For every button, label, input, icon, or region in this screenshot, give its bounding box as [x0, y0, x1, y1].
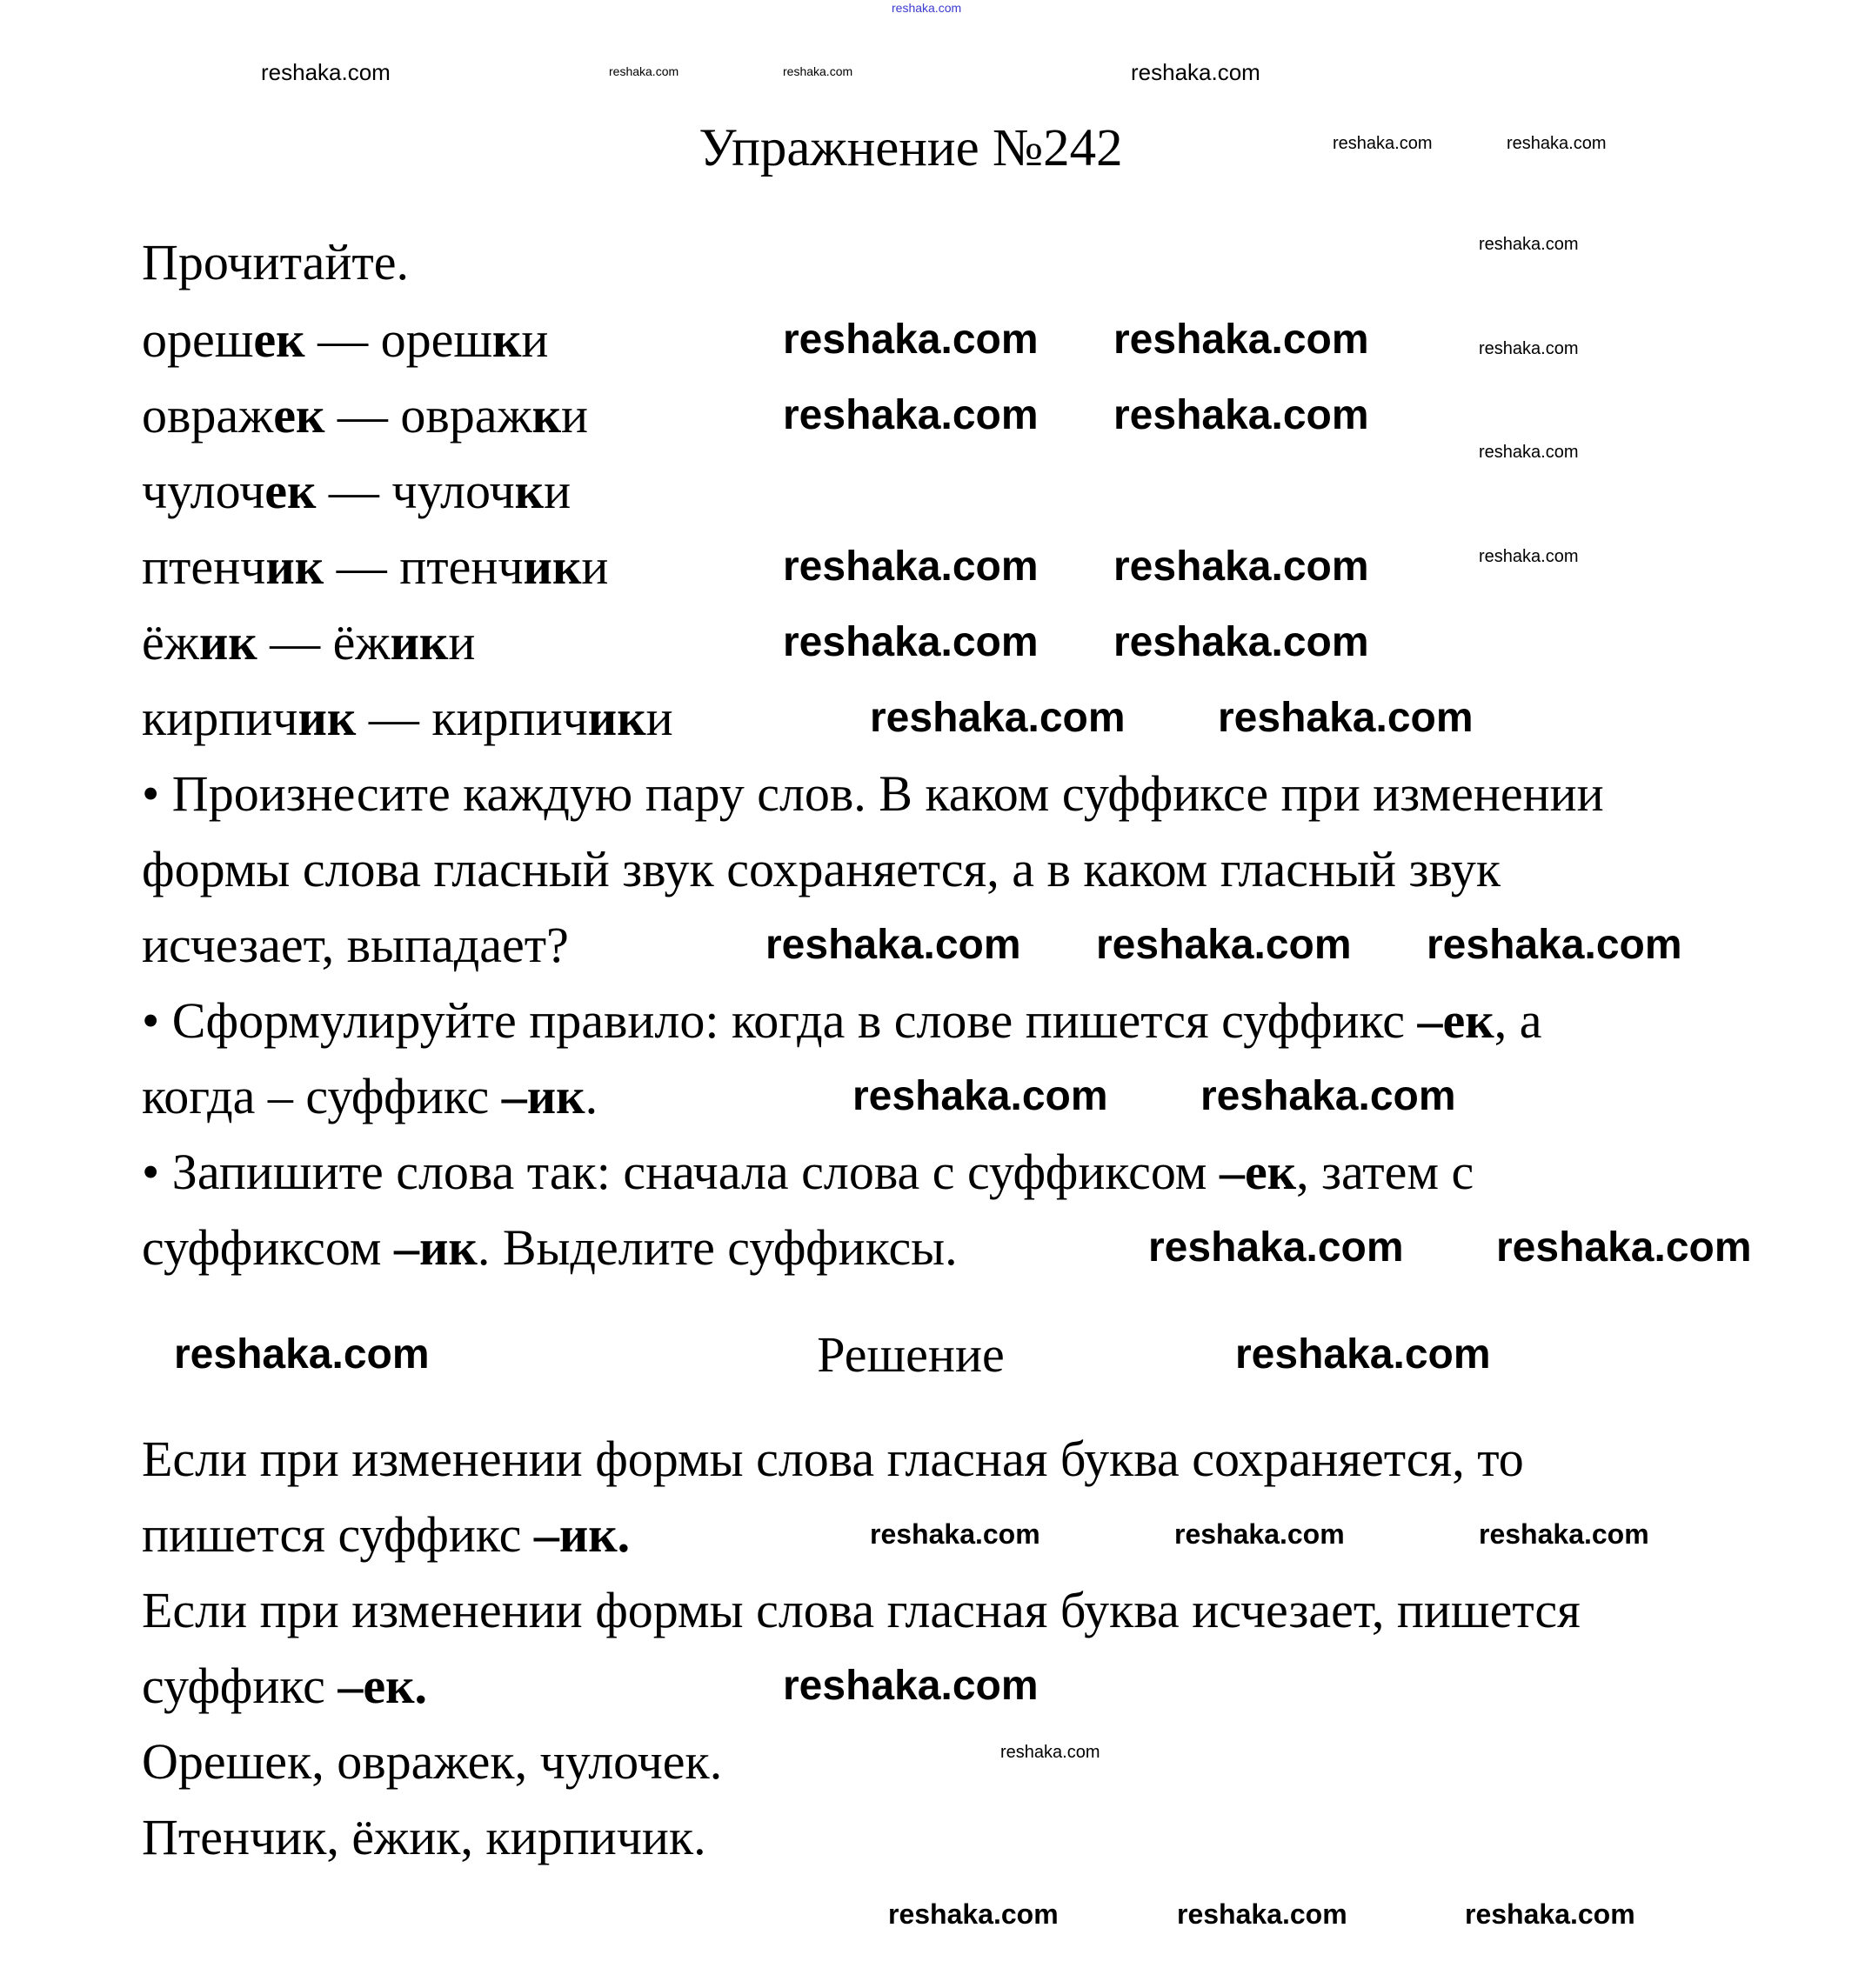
text-line: [142, 831, 1501, 907]
text-line: [142, 302, 548, 377]
text-line: [142, 1648, 427, 1724]
text-segment: — птенч: [324, 538, 524, 595]
text-segment: Прочитайте.: [142, 234, 410, 290]
watermark: reshaka.com: [1177, 1898, 1347, 1930]
text-segment: исчезает, выпадает?: [142, 917, 569, 973]
text-segment: формы слова гласный звук сохраняется, а в каком гласный звук: [142, 841, 1501, 897]
watermark: reshaka.com: [174, 1331, 430, 1378]
text-segment: и: [448, 614, 476, 670]
text-line: [142, 604, 475, 680]
suffix-highlight: к: [491, 311, 522, 368]
watermark: reshaka.com: [783, 392, 1039, 438]
text-segment: и: [561, 387, 589, 444]
text-segment: и: [645, 690, 673, 746]
text-line: [142, 224, 409, 300]
watermark: reshaka.com: [783, 544, 1039, 590]
text-segment: Если при изменении формы слова гласная буква сохраняется, то: [142, 1431, 1524, 1487]
watermark: reshaka.com: [783, 64, 853, 78]
text-line: [142, 1058, 598, 1134]
text-segment: пишется суффикс: [142, 1506, 534, 1563]
watermark: reshaka.com: [892, 1, 962, 15]
text-line: [142, 529, 608, 604]
text-segment: суффикс: [142, 1658, 338, 1714]
text-segment: ёж: [142, 614, 199, 670]
text-segment: и: [521, 311, 549, 368]
text-line: [142, 983, 1541, 1058]
watermark: reshaka.com: [1479, 1518, 1649, 1550]
suffix-highlight: ик: [297, 690, 357, 746]
text-segment: • Произнесите каждую пару слов. В каком суффиксе при изменении: [142, 765, 1604, 822]
suffix-highlight: –ек.: [338, 1658, 428, 1714]
watermark: reshaka.com: [1200, 1073, 1456, 1119]
text-line: [142, 907, 569, 983]
text-segment: — ореш: [304, 311, 492, 368]
text-line: [142, 1572, 1581, 1648]
text-line: [142, 1210, 958, 1285]
text-line: [142, 377, 588, 453]
text-line: [142, 453, 571, 529]
watermark: reshaka.com: [1479, 339, 1579, 358]
text-segment: и: [581, 538, 609, 595]
suffix-highlight: –ек: [1219, 1144, 1297, 1200]
text-segment: кирпич: [142, 690, 298, 746]
watermark: reshaka.com: [1000, 1743, 1100, 1762]
text-segment: — кирпич: [356, 690, 588, 746]
watermark: reshaka.com: [888, 1898, 1059, 1930]
suffix-highlight: ик: [198, 614, 257, 670]
watermark: reshaka.com: [870, 695, 1126, 741]
suffix-highlight: –ек: [1417, 992, 1494, 1049]
text-segment: — чулоч: [316, 463, 515, 519]
watermark: reshaka.com: [1465, 1898, 1635, 1930]
watermark: reshaka.com: [852, 1073, 1108, 1119]
suffix-highlight: к: [514, 463, 545, 519]
text-line: [142, 680, 673, 756]
text-segment: , затем с: [1296, 1144, 1474, 1200]
watermark: reshaka.com: [1235, 1331, 1491, 1378]
watermark: reshaka.com: [1113, 317, 1369, 363]
text-line: [142, 1799, 706, 1875]
text-line: [142, 1421, 1524, 1497]
suffix-highlight: –ик.: [533, 1506, 631, 1563]
suffix-highlight: ек: [253, 311, 305, 368]
watermark: reshaka.com: [261, 59, 391, 85]
text-segment: Орешек, овражек, чулочек.: [142, 1733, 723, 1790]
text-segment: • Сформулируйте правило: когда в слове пишется суффикс: [142, 992, 1418, 1049]
suffix-highlight: ик: [587, 690, 646, 746]
watermark: reshaka.com: [783, 619, 1039, 665]
watermark: reshaka.com: [1333, 134, 1433, 153]
suffix-highlight: –ик: [501, 1068, 585, 1124]
suffix-highlight: ек: [273, 387, 325, 444]
suffix-highlight: к: [531, 387, 561, 444]
text-line: [142, 756, 1604, 831]
watermark: reshaka.com: [783, 1663, 1039, 1709]
suffix-highlight: ик: [265, 538, 324, 595]
text-segment: и: [544, 463, 572, 519]
text-segment: птенч: [142, 538, 266, 595]
solution-heading: Решение: [817, 1326, 1005, 1383]
watermark: reshaka.com: [1479, 547, 1579, 566]
watermark: reshaka.com: [783, 317, 1039, 363]
text-segment: Птенчик, ёжик, кирпичик.: [142, 1809, 706, 1865]
text-segment: , а: [1494, 992, 1542, 1049]
watermark: reshaka.com: [1113, 619, 1369, 665]
watermark: reshaka.com: [1496, 1224, 1752, 1271]
watermark: reshaka.com: [1479, 235, 1579, 254]
suffix-highlight: ик: [390, 614, 449, 670]
watermark: reshaka.com: [1218, 695, 1474, 741]
watermark: reshaka.com: [1131, 59, 1260, 85]
watermark: reshaka.com: [609, 64, 679, 78]
suffix-highlight: ек: [264, 463, 317, 519]
watermark: reshaka.com: [870, 1518, 1040, 1550]
watermark: reshaka.com: [1174, 1518, 1345, 1550]
text-segment: ореш: [142, 311, 254, 368]
text-line: [142, 1724, 722, 1799]
text-segment: .: [585, 1068, 598, 1124]
text-line: [142, 1134, 1474, 1210]
text-segment: Если при изменении формы слова гласная буква исчезает, пишется: [142, 1582, 1581, 1638]
watermark: reshaka.com: [1507, 134, 1607, 153]
watermark: reshaka.com: [1113, 392, 1369, 438]
text-segment: • Запишите слова так: сначала слова с суффиксом: [142, 1144, 1220, 1200]
text-segment: чулоч: [142, 463, 265, 519]
text-segment: — ёж: [257, 614, 391, 670]
exercise-title: Упражнение №242: [699, 119, 1123, 177]
watermark: reshaka.com: [1113, 544, 1369, 590]
watermark: reshaka.com: [1427, 922, 1682, 968]
watermark: reshaka.com: [1148, 1224, 1404, 1271]
text-segment: — овраж: [324, 387, 532, 444]
text-segment: . Выделите суффиксы.: [477, 1219, 958, 1276]
watermark: reshaka.com: [1479, 443, 1579, 462]
watermark: reshaka.com: [765, 922, 1021, 968]
text-segment: овраж: [142, 387, 274, 444]
suffix-highlight: ик: [523, 538, 582, 595]
text-segment: когда – суффикс: [142, 1068, 502, 1124]
watermark: reshaka.com: [1096, 922, 1352, 968]
text-line: [142, 1497, 630, 1572]
suffix-highlight: –ик: [393, 1219, 478, 1276]
text-segment: суффиксом: [142, 1219, 394, 1276]
